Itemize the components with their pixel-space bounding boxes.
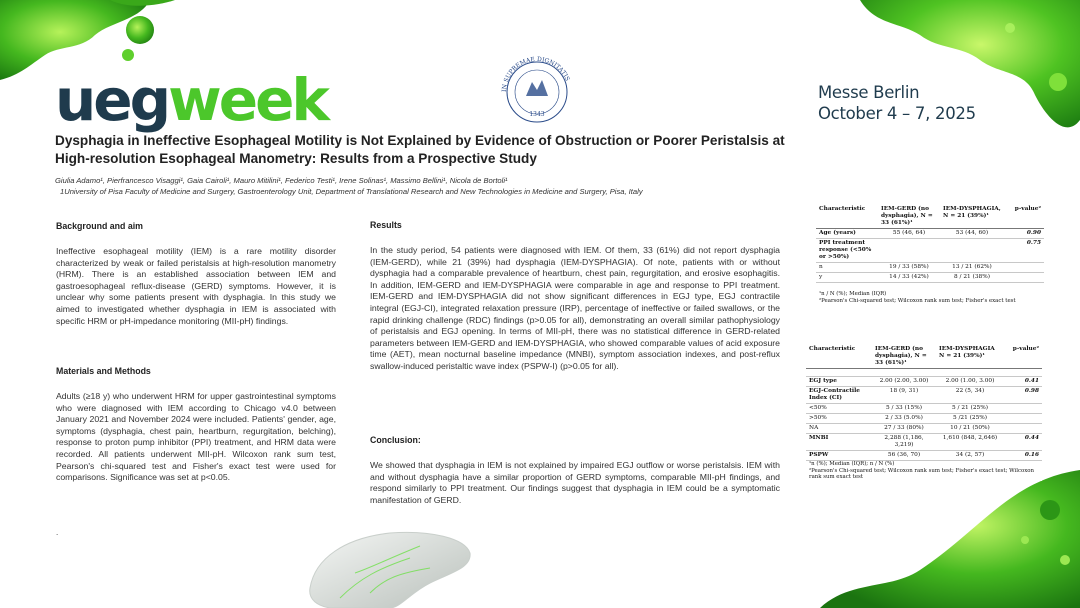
table-cell: 18 (9, 31) bbox=[872, 387, 936, 404]
table-cell: 2,288 (1,186, 3,219) bbox=[872, 434, 936, 451]
table-cell: 5 / 21 (25%) bbox=[936, 404, 1004, 414]
table-footnote bbox=[806, 461, 1042, 468]
affiliation: 1University of Pisa Faculty of Medicine and Surgery, Gastroenterology Unit, Department of Translational Research and New Technologies in Medicine and Surgery, Pisa, Italy bbox=[60, 186, 643, 196]
background-text: Ineffective esophageal motility (IEM) is a rare motility disorder characterized by weak or failed peristalsis at high-resolution manometry (HRM). There is an established association between IEM and gastroesophageal reflux-disease (GERD) symptoms. However, it is unclear why some patients present with dysphagia. In this study we aimed to investigated whether dysphagia in IEM is associated with specific HRM or pH-impedance monitoring (MII-pH) findings. bbox=[56, 246, 336, 326]
table-cell: 5 / 33 (15%) bbox=[872, 404, 936, 414]
table-cell: 0.90 bbox=[1004, 229, 1044, 239]
table-cell: PSPW bbox=[806, 451, 872, 461]
table-cell: NA bbox=[806, 424, 872, 434]
table-row bbox=[806, 404, 1042, 414]
table-footnote bbox=[806, 468, 1042, 481]
table2-header-row bbox=[806, 345, 1042, 369]
methods-heading: Materials and Methods bbox=[56, 366, 151, 376]
table-row bbox=[806, 414, 1042, 424]
table1-header-cell: IEM-GERD (no dysphagia), N = 33 (61%)¹ bbox=[878, 205, 940, 229]
table-row bbox=[806, 387, 1042, 404]
table-cell: 14 / 33 (42%) bbox=[878, 273, 940, 283]
table-hrm-mii-ph bbox=[806, 345, 1042, 481]
table-cell: 0.75 bbox=[1004, 239, 1044, 263]
table-cell: 27 / 33 (80%) bbox=[872, 424, 936, 434]
venue-line-2: October 4 – 7, 2025 bbox=[818, 104, 976, 123]
conclusion-heading: Conclusion: bbox=[370, 435, 421, 445]
authors-block bbox=[55, 176, 795, 197]
table-cell: 0.16 bbox=[1004, 451, 1042, 461]
svg-text:IN SUPREMAE DIGNITATIS bbox=[501, 56, 571, 92]
table-cell bbox=[1004, 424, 1042, 434]
green-blob-top-right bbox=[830, 0, 1080, 150]
footnote-text: ¹n (%); Median (IQR); n / N (%) bbox=[809, 461, 895, 467]
table-cell: 0.41 bbox=[1004, 377, 1042, 387]
table2-header-cell: IEM-DYSPHAGIA N = 21 (39%)¹ bbox=[936, 345, 1004, 369]
table1-header-row bbox=[816, 205, 1044, 229]
table-row bbox=[806, 377, 1042, 387]
table-cell: 10 / 21 (50%) bbox=[936, 424, 1004, 434]
table-cell: 2.00 (2.00, 3.00) bbox=[872, 377, 936, 387]
green-blob-bottom-right bbox=[820, 470, 1080, 608]
table-cell: Age (years) bbox=[816, 229, 878, 239]
table-cell: 13 / 21 (62%) bbox=[940, 263, 1004, 273]
table-cell: 34 (2, 57) bbox=[936, 451, 1004, 461]
table-cell: 0.44 bbox=[1004, 434, 1042, 451]
table-cell: 2 / 33 (5.0%) bbox=[872, 414, 936, 424]
table-row bbox=[816, 239, 1044, 263]
table-footnote bbox=[816, 291, 1044, 298]
table-cell: 55 (46, 64) bbox=[878, 229, 940, 239]
table-footnote bbox=[816, 298, 1044, 305]
table-cell: n bbox=[816, 263, 878, 273]
table2-header-cell: Characteristic bbox=[806, 345, 872, 369]
seal-arc-text: IN SUPREMAE DIGNITATIS bbox=[500, 56, 571, 93]
table-cell: 1,610 (848, 2,646) bbox=[936, 434, 1004, 451]
table-cell: 8 / 21 (38%) bbox=[940, 273, 1004, 283]
table-cell: 53 (44, 60) bbox=[940, 229, 1004, 239]
table-cell bbox=[1004, 404, 1042, 414]
table-cell: <50% bbox=[806, 404, 872, 414]
ueg-week-logo: uegweek bbox=[55, 66, 327, 134]
table-row bbox=[816, 263, 1044, 273]
table-cell bbox=[1004, 263, 1044, 273]
table2-header-cell: p-value² bbox=[1004, 345, 1042, 369]
table-cell: 19 / 33 (58%) bbox=[878, 263, 940, 273]
table-row bbox=[806, 424, 1042, 434]
venue-line-1: Messe Berlin bbox=[818, 83, 920, 102]
footnote-text: ²Pearson's Chi-squared test; Wilcoxon rank sum test; Fisher's exact test bbox=[819, 297, 1016, 304]
results-text: In the study period, 54 patients were diagnosed with IEM. Of them, 33 (61%) did not report dysphagia (IEM-GERD), while 21 (39%) had dysphagia (IEM-DYSPHAGIA). Of note, patients with or without dysphagia had a comparable prevalence of heartburn, chest pain, regurgitation, and erosive esophagitis. In addition, IEM-GERD and IEM-DYSPHAGIA were comparable in age and response to PPI treatment. IEM-GERD and IEM-DYSPHAGIA did not show significant differences in EGJ type, EGJ contractile integral (EGJ-CI), integrated relaxation pressure (IRP), percentage of ineffective or failed swallows, or the rapid drinking challenge (RDC) findings (p>0.05 for all), demonstrating an overall similar pathophysiology of peristalsis and EGJ opening. In terms of MII-pH, there was no statistical difference in GERD-related parameters between IEM-GERD and IEM-DYSPHAGIA, who showed comparable values of acid exposure time (AET), mean nocturnal baseline impedance (MNBI), symptom association indexes, and post-reflux swallow-induced peristaltic wave index (PSPW-I) (p>0.05 for all). bbox=[370, 245, 780, 371]
table-cell: EGJ-Contractile Index (CI) bbox=[806, 387, 872, 404]
table1-header-cell: Characteristic bbox=[816, 205, 878, 229]
footnote-text: ¹n / N (%); Median (IQR) bbox=[819, 291, 887, 297]
table1-header-cell: IEM-DYSPHAGIA, N = 21 (39%)¹ bbox=[940, 205, 1004, 229]
table-cell: 2.00 (1.00, 3.00) bbox=[936, 377, 1004, 387]
table-row bbox=[806, 434, 1042, 451]
conclusion-text: We showed that dysphagia in IEM is not explained by impaired EGJ outflow or worse peristalsis. IEM with and without dysphagia have a similar proportion of GERD symptoms, comparable MII-pH findings, and respond similarly to PPI treatment. Our findings suggest that dysphagia in IEM could be a symptomatic manifestation of GERD. bbox=[370, 460, 780, 505]
table-cell: 0.98 bbox=[1004, 387, 1042, 404]
methods-text: Adults (≥18 y) who underwent HRM for upper gastrointestinal symptoms who were diagnosed with IEM according to Chicago v4.0 between January 2021 and November 2024 were included. Patients' gender, age, symptoms (dysphagia, chest pain, heartburn, regurgitation, belching), response to proton pump inhibitor (PPI) treatment, and HRM data were recorded. All patients underwent MII-pH. Wilcoxon rank sum test, Pearson's chi-squared test and Fisher's exact test were used for comparisons. Significance was set at p<0.05. bbox=[56, 391, 336, 483]
table-cell: EGJ type bbox=[806, 377, 872, 387]
table2-header-cell: IEM-GERD (no dysphagia), N = 33 (61%)¹ bbox=[872, 345, 936, 369]
table-cell: >50% bbox=[806, 414, 872, 424]
table-cell bbox=[1004, 273, 1044, 283]
table-cell: y bbox=[816, 273, 878, 283]
stray-dot: . bbox=[56, 528, 59, 537]
table1-header-cell: p-value² bbox=[1004, 205, 1044, 229]
venue-info bbox=[818, 82, 976, 124]
table-row bbox=[816, 273, 1044, 283]
table-cell bbox=[940, 239, 1004, 263]
table-cell bbox=[878, 239, 940, 263]
table-cell bbox=[1004, 414, 1042, 424]
results-heading: Results bbox=[370, 220, 402, 230]
table-cell: 56 (36, 70) bbox=[872, 451, 936, 461]
poster-title: Dysphagia in Ineffective Esophageal Motility is Not Explained by Evidence of Obstruction or Poorer Peristalsis at High-resolution Esophageal Manometry: Results from a Prospective Study bbox=[55, 133, 785, 166]
table-row bbox=[816, 229, 1044, 239]
university-seal-logo bbox=[496, 56, 578, 124]
footnote-text: ²Pearson's Chi-squared test; Wilcoxon rank sum test; Fisher's exact test; Wilcoxon rank sum exact test bbox=[809, 467, 1035, 481]
liver-illustration bbox=[300, 528, 480, 608]
table-row bbox=[806, 451, 1042, 461]
table-cell: 5 /21 (25%) bbox=[936, 414, 1004, 424]
table-cell: 22 (5, 34) bbox=[936, 387, 1004, 404]
table-demographics bbox=[816, 205, 1044, 304]
table-cell: MNBI bbox=[806, 434, 872, 451]
author-list: Giulia Adamo¹, Pierfrancesco Visaggi¹, Gaia Cairoli¹, Mauro Mitilini¹, Federico Testi¹, Irene Solinas¹, Massimo Bellini¹, Nicola de Bortoli¹ bbox=[55, 176, 508, 185]
seal-year: 1343 bbox=[529, 111, 545, 118]
table-cell: PPI treatment response (<50% or >50%) bbox=[816, 239, 878, 263]
background-heading: Background and aim bbox=[56, 221, 144, 231]
